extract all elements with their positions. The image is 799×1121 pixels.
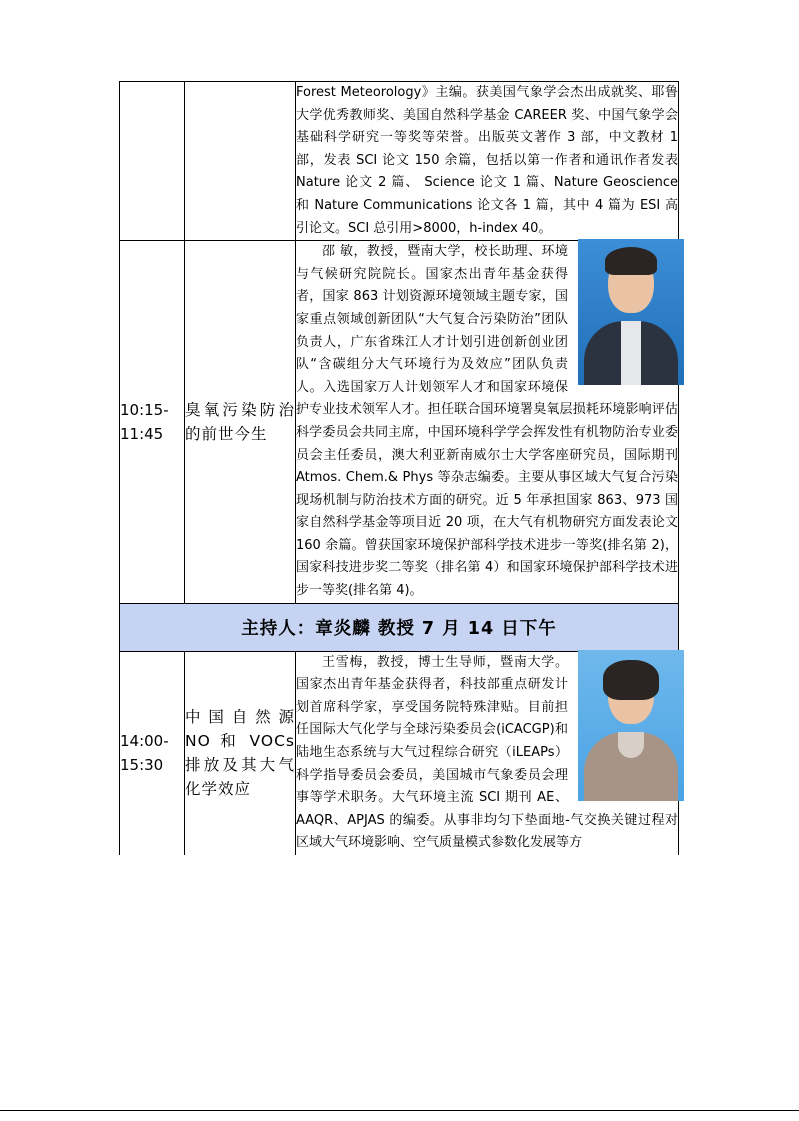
bio-text: 邵 敏，教授，暨南大学，校长助理、环境与气候研究院院长。国家杰出青年基金获得者，国家 863 计划资源环境领域主题专家，国家重点领域创新团队“大气复合污染防治”团队负责人，广东省珠江人才计划引进创新创业团队“含碳组分大气环境行为及效应”团队负责人。入选国家万人计划领军人才和国家环境保护专业技术领军人才。担任联合国环境署臭氧层损耗环境影响评估科学委员会共同主席，中国环境科学学会挥发性有机物防治专业委员会主任委员，澳大利亚新南威尔士大学客座研究员，国际期刊 Atmos. Chem.& Phys 等杂志编委。主要从事区域大气复合污染现场机制与防治技术方面的研究。近 5 年承担国家 863、973 国家自然科学基金等项目近 20 项，在大气有机物研究方面发表论文 160 余篇。曾获国家环境保护部科学技术进步一等奖(排名第 2)，国家科技进步奖二等奖（排名第 4）和国家环境保护部科学技术进步一等奖(排名第 4)。 [296,244,678,599]
host-row [120,603,679,651]
topic-cell [185,82,296,241]
bio-cell [296,651,679,855]
table-row [120,82,679,241]
topic-cell: 中国自然源 NO 和 VOCs 排放及其大气化学效应 [185,651,296,855]
bio-cell [296,241,679,604]
bio-cell [296,82,679,241]
bio-text: 王雪梅，教授，博士生导师，暨南大学。国家杰出青年基金获得者，科技部重点研发计划首席科学家，享受国务院特殊津贴。目前担任国际大气化学与全球污染委员会(iCACGP)和陆地生态系统与大气过程综合研究（iLEAPs）科学指导委员会委员，美国城市气象委员会理事等学术职务。大气环境主流 SCI 期刊 AE、AAQR、APJAS 的编委。从事非均匀下垫面地-气交换关键过程对区域大气环境影响、空气质量模式参数化发展等方 [296,654,678,851]
topic-cell: 臭氧污染防治的前世今生 [185,241,296,604]
speaker-photo [578,239,684,385]
speaker-photo [578,650,684,801]
time-cell [120,82,185,241]
table-row [120,651,679,855]
time-cell: 14:00-15:30 [120,651,185,855]
schedule-table [119,81,679,855]
page-footer-rule [0,1110,799,1111]
bio-text: Forest Meteorology》主编。获美国气象学会杰出成就奖、耶鲁大学优秀教师奖、美国自然科学基金 CAREER 奖、中国气象学会基础科学研究一等奖等荣誉。出版英文著作 3 部，中文教材 1 部，发表 SCI 论文 150 余篇，包括以第一作者和通讯作者发表 Nature 论文 2 篇、 Science 论文 1 篇、Nature Geoscience 和 Nature Communications 论文各 1 篇，其中 4 篇为 ESI 高引论文。SCI 总引用>8000，h-index 40。 [296,85,678,236]
host-label: 主持人：章炎麟 教授 7 月 14 日下午 [120,603,679,651]
table-row [120,241,679,604]
time-cell: 10:15-11:45 [120,241,185,604]
